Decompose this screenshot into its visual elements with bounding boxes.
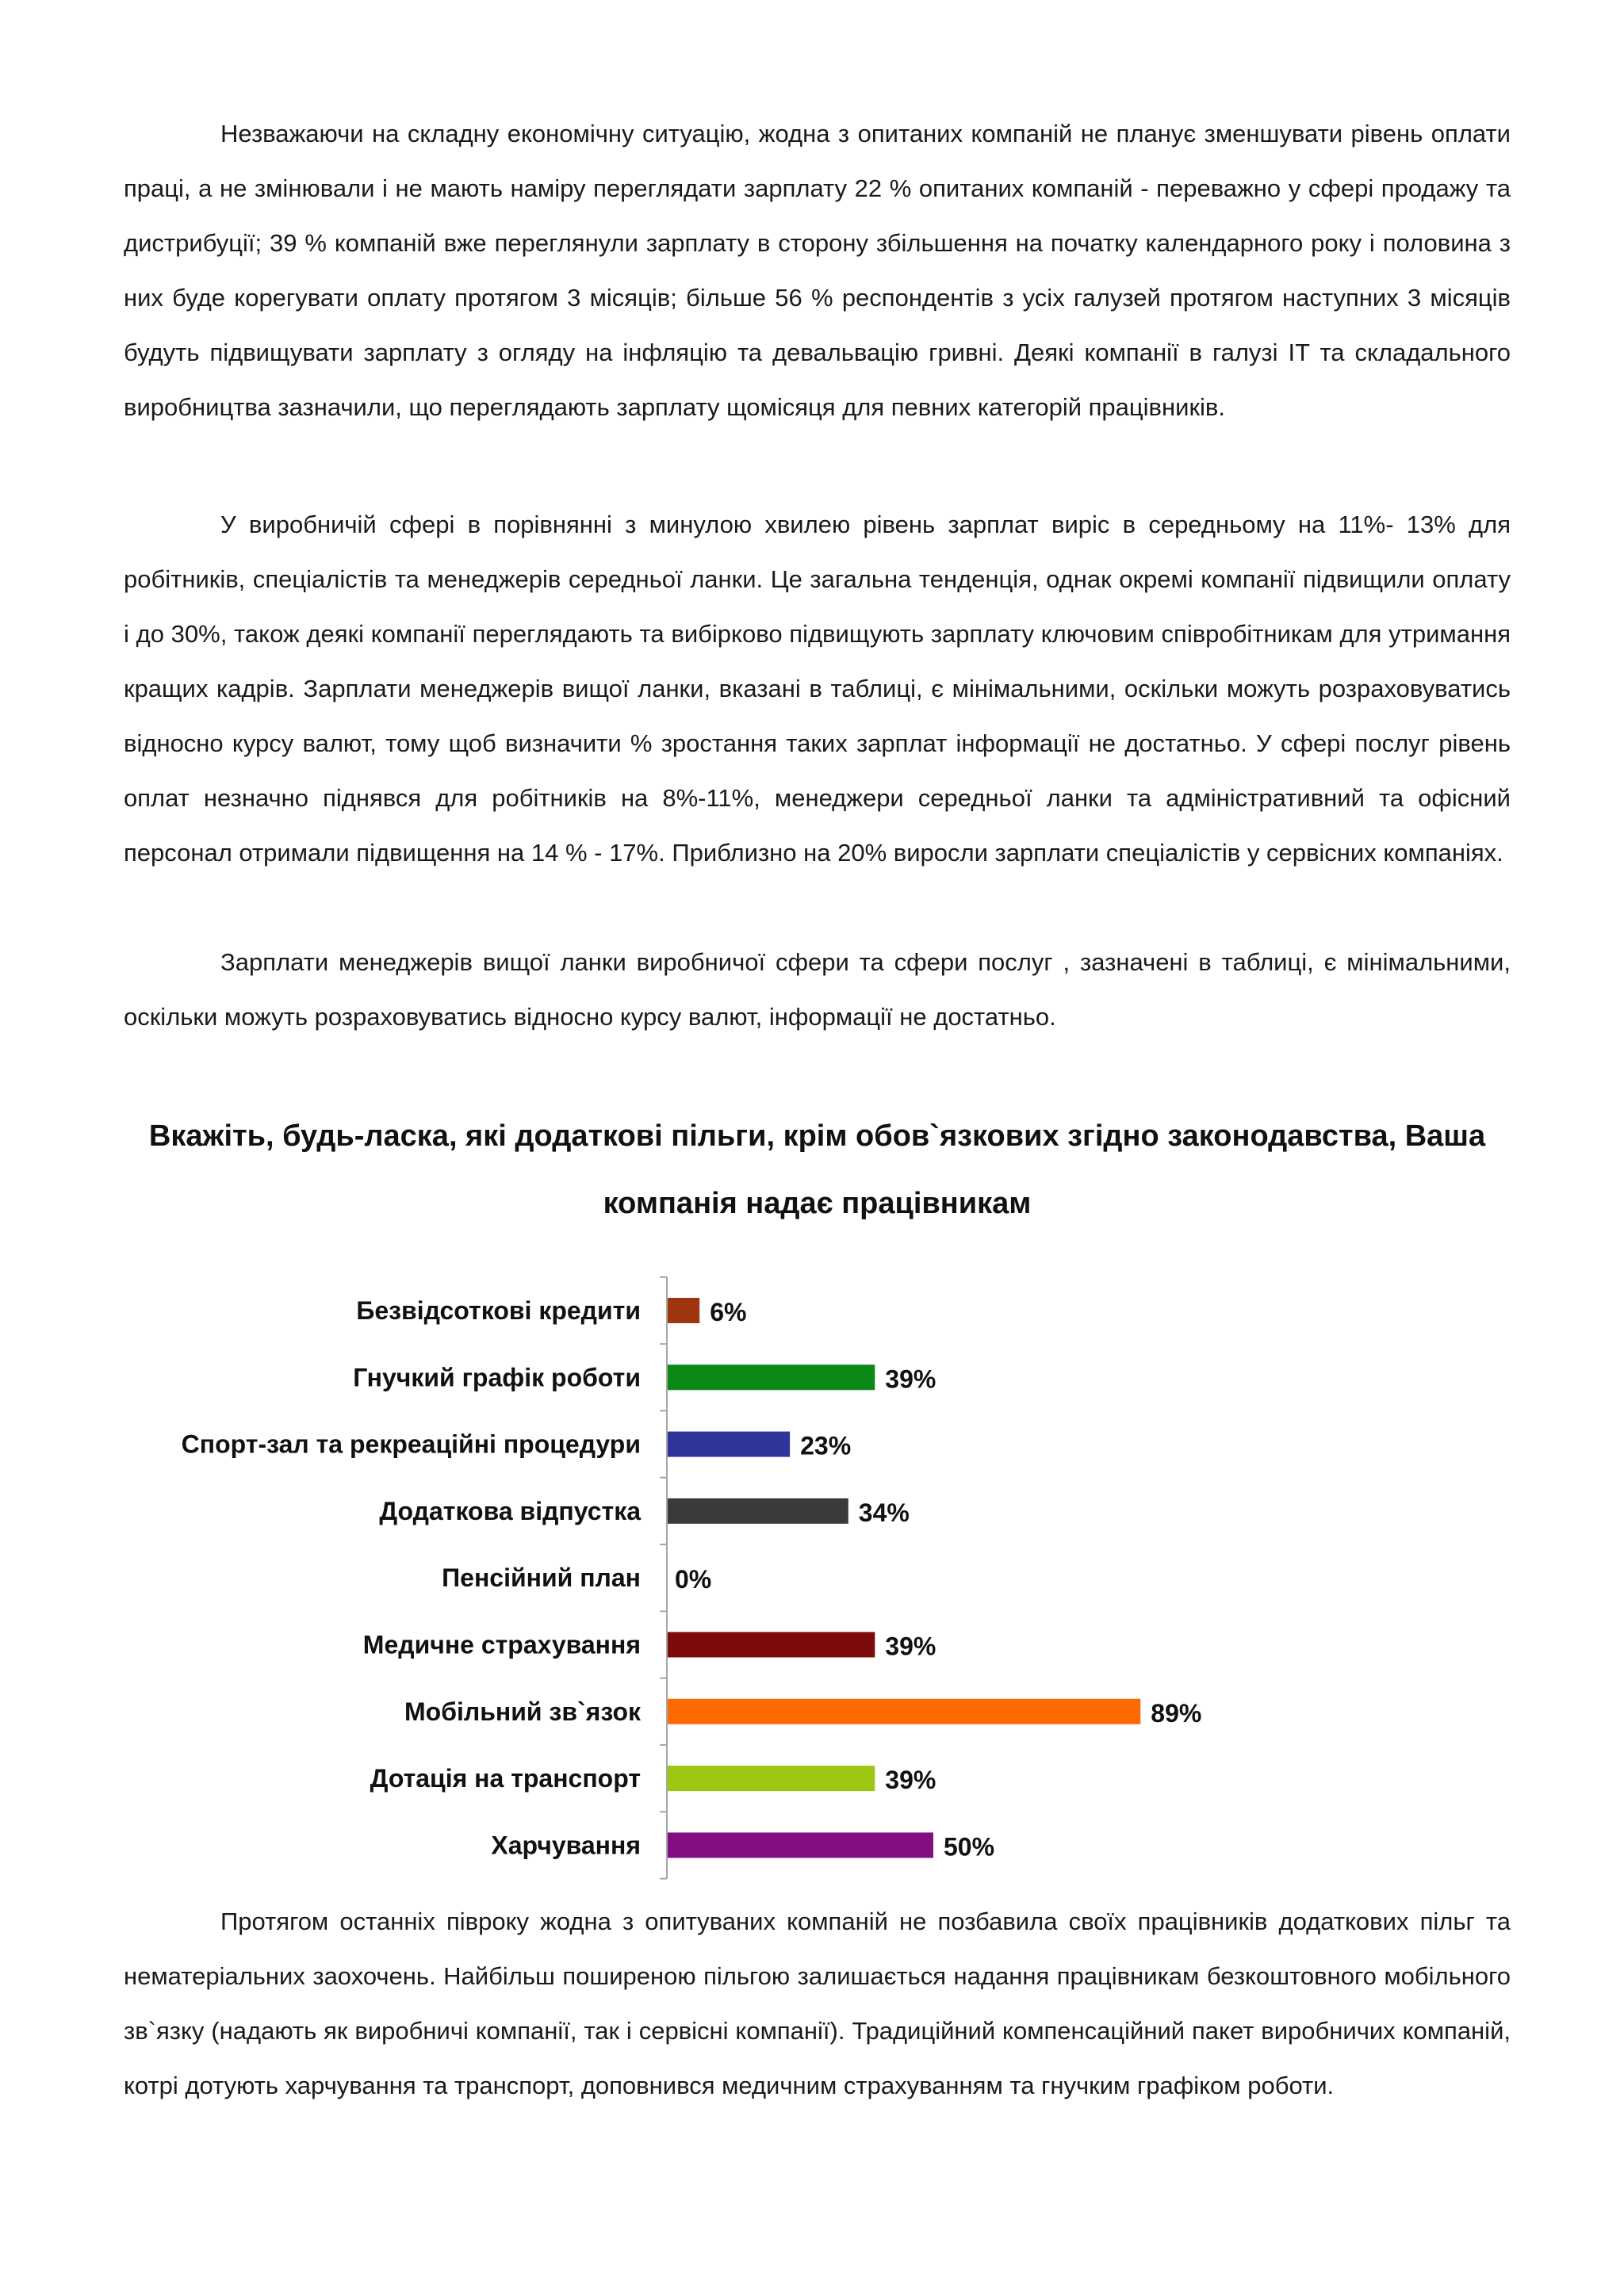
- category-label: Дотація на транспорт: [370, 1764, 641, 1793]
- category-label: Гнучкий графік роботи: [353, 1363, 641, 1392]
- bar: [668, 1632, 875, 1658]
- paragraph-4: Протягом останніх півроку жодна з опитуваних компаній не позбавила своїх працівників додаткових пільг та нематеріальних заохочень. Найбільш поширеною пільгою залишається надання працівникам безкоштовного мобільного зв`язку (надають як виробничі компанії, так і сервісні компанії). Традиційний компенсаційний пакет виробничих компаній, котрі дотують харчування та транспорт, доповнився медичним страхуванням та гнучким графіком роботи.: [124, 1908, 1511, 2099]
- value-label: 39%: [885, 1364, 936, 1394]
- category-label: Медичне страхування: [362, 1630, 641, 1659]
- value-label: 0%: [675, 1565, 712, 1594]
- paragraph-3: Зарплати менеджерів вищої ланки виробничої сфери та сфери послуг , зазначені в таблиці, є мінімальними, оскільки можуть розраховуватись відносно курсу валют, інформації не достатньо.: [124, 948, 1511, 1031]
- bar: [668, 1699, 1140, 1724]
- category-label: Пенсійний план: [442, 1563, 641, 1593]
- value-label: 39%: [885, 1632, 936, 1661]
- bar: [668, 1832, 933, 1858]
- bar: [668, 1298, 699, 1323]
- bar: [668, 1498, 848, 1524]
- category-label: Безвідсоткові кредити: [356, 1296, 641, 1325]
- value-label: 34%: [858, 1498, 910, 1527]
- value-label: 23%: [800, 1431, 852, 1460]
- chart-title: Вкажіть, будь-ласка, які додаткові пільги, крім обов`язкових згідно законодавства, Ваша компанія надає працівникам: [148, 1119, 1486, 1220]
- value-label: 39%: [885, 1766, 936, 1795]
- category-label: Мобільний зв`язок: [404, 1697, 641, 1726]
- bar: [668, 1364, 875, 1390]
- paragraph-2: У виробничій сфері в порівнянні з минулою хвилею рівень зарплат виріс в середньому на 11%- 13% для робітників, спеціалістів та менеджерів середньої ланки. Це загальна тенденція, однак окремі компанії підвищили оплату і до 30%, також деякі компанії переглядають та вибірково підвищують зарплату ключовим співробітникам для утримання кращих кадрів. Зарплати менеджерів вищої ланки, вказані в таблиці, є мінімальними, оскільки можуть розраховуватись відносно курсу валют, тому щоб визначити % зростання таких зарплат інформації не достатньо. У сфері послуг рівень оплат незначно піднявся для робітників на 8%-11%, менеджери середньої ланки та адміністративний та офісний персонал отримали підвищення на 14 % - 17%. Приблизно на 20% виросли зарплати спеціалістів у сервісних компаніях.: [124, 511, 1511, 867]
- category-label: Харчування: [491, 1831, 641, 1860]
- value-label: 89%: [1151, 1698, 1202, 1728]
- value-label: 50%: [944, 1832, 995, 1862]
- value-label: 6%: [710, 1298, 747, 1326]
- category-label: Спорт-зал та рекреаційні процедури: [181, 1429, 641, 1459]
- bar: [668, 1766, 875, 1791]
- paragraph-1: Незважаючи на складну економічну ситуацію, жодна з опитаних компаній не планує зменшувати рівень оплати праці, а не змінювали і не мають наміру переглядати зарплату 22 % опитаних компаній - переважно у сфері продажу та дистрибуції; 39 % компаній вже переглянули зарплату в сторону збільшення на початку календарного року і половина з них буде корегувати оплату протягом 3 місяців; більше 56 % респондентів з усіх галузей протягом наступних 3 місяців будуть підвищувати зарплату з огляду на інфляцію та девальвацію гривні. Деякі компанії в галузі IT та складального виробництва зазначили, що переглядають зарплату щомісяця для певних категорій працівників.: [124, 120, 1511, 421]
- category-label: Додаткова відпустка: [379, 1496, 641, 1525]
- bar: [668, 1432, 790, 1457]
